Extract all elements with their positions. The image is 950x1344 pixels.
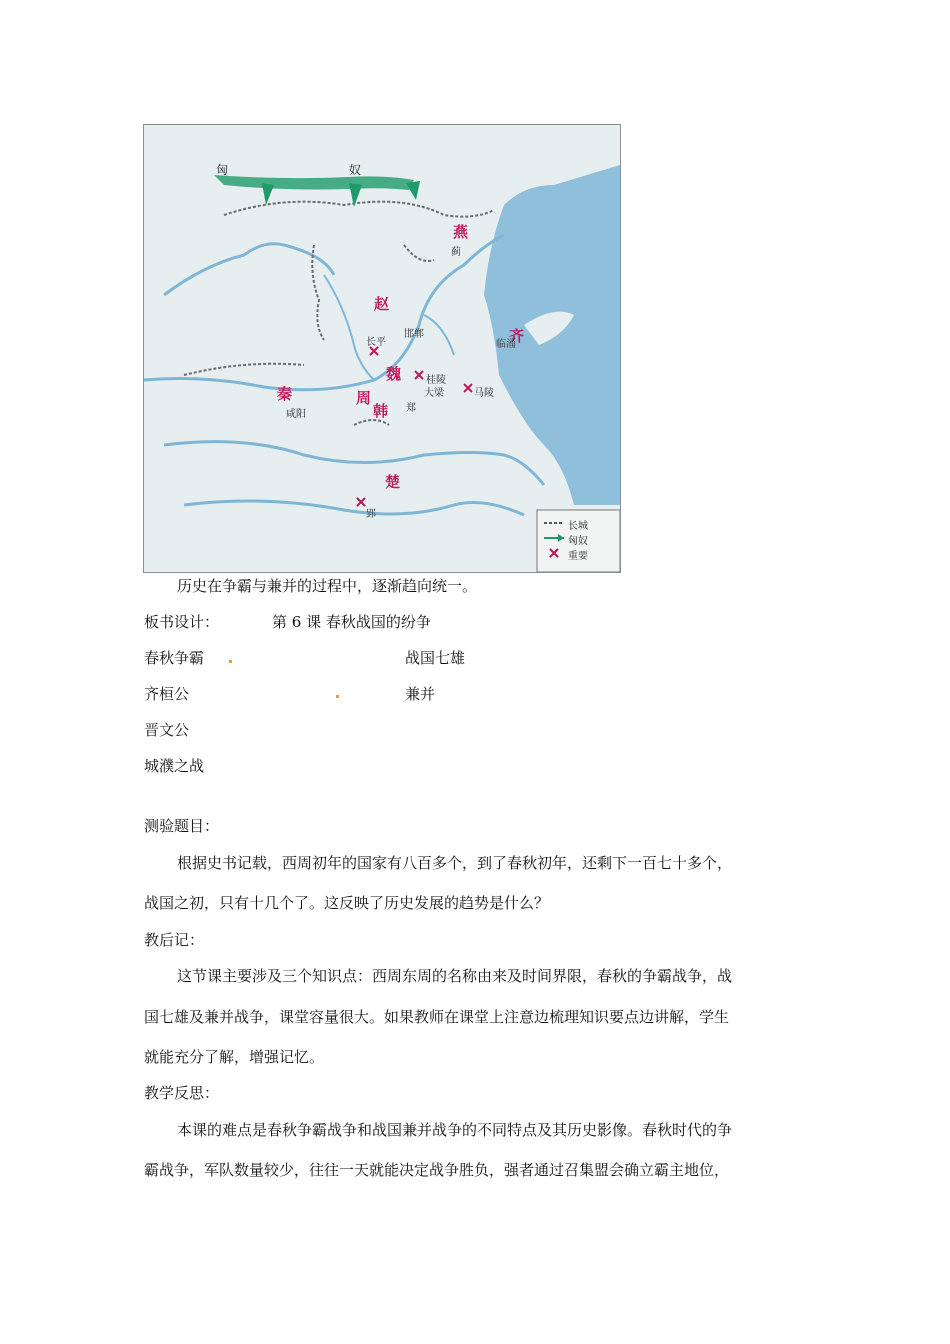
test-paragraph-line: 战国之初，只有十几个了。这反映了历史发展的趋势是什么？ — [144, 894, 550, 912]
map-graphic — [144, 125, 620, 572]
reflection-heading: 教学反思： — [144, 1084, 220, 1102]
state-label-chu: 楚 — [385, 473, 401, 491]
notes-paragraph-line: 国七雄及兼并战争，课堂容量很大。如果教师在课堂上注意边梳理知识要点边讲解，学生 — [144, 1008, 730, 1026]
mark-dot — [229, 660, 232, 663]
board-left-item: 晋文公 — [144, 721, 190, 739]
reflection-paragraph-line: 本课的难点是春秋争霸战争和战国兼并战争的不同特点及其历史影像。春秋时代的争 — [177, 1121, 733, 1139]
state-label-han: 韩 — [373, 402, 389, 420]
state-label-qi: 齐 — [509, 327, 525, 345]
state-label-wei: 魏 — [386, 365, 402, 383]
city-label-daliang: 大梁 — [424, 388, 444, 399]
city-label-handan: 邯郸 — [404, 329, 424, 340]
city-label-xianyang: 咸阳 — [286, 409, 306, 420]
notes-heading: 教后记： — [144, 931, 205, 949]
state-label-qin: 秦 — [277, 385, 293, 403]
city-label-linzi: 临淄 — [496, 339, 516, 350]
board-title: 第 6 课 春秋战国的纷争 — [272, 613, 431, 631]
state-label-zhao: 赵 — [374, 295, 390, 313]
board-heading: 板书设计： — [144, 613, 220, 631]
city-label-changping: 长平 — [366, 337, 386, 348]
city-label-guiling: 桂陵 — [426, 375, 446, 386]
state-label-yan: 燕 — [453, 223, 469, 241]
map-caption: 历史在争霸与兼并的过程中，逐渐趋向统一。 — [177, 577, 478, 595]
map-label-xiongnu-right: 奴 — [349, 163, 362, 177]
map-label-xiongnu-left: 匈 — [216, 163, 229, 177]
city-label-ji: 蓟 — [451, 247, 461, 258]
state-label-zhou: 周 — [356, 389, 372, 407]
city-label-zheng: 郑 — [406, 403, 416, 414]
board-left-item: 齐桓公 — [144, 685, 190, 703]
notes-paragraph-line: 就能充分了解，增强记忆。 — [144, 1048, 325, 1066]
legend-label-battle: 重要 — [568, 551, 588, 562]
board-left-item: 城濮之战 — [144, 757, 205, 775]
city-label-ying: 郢 — [366, 509, 376, 520]
board-right-item: 战国七雄 — [405, 649, 466, 667]
board-left-item: 春秋争霸 — [144, 649, 205, 667]
notes-paragraph-line: 这节课主要涉及三个知识点：西周东周的名称由来及时间界限，春秋的争霸战争，战 — [177, 967, 733, 985]
test-heading: 测验题目： — [144, 817, 220, 835]
mark-dot — [336, 695, 339, 698]
legend-label-wall: 长城 — [568, 521, 588, 532]
legend-label-arrow: 匈奴 — [568, 536, 588, 547]
test-paragraph-line: 根据史书记载，西周初年的国家有八百多个，到了春秋初年，还剩下一百七十多个， — [177, 854, 733, 872]
board-right-item: 兼并 — [405, 685, 436, 703]
warring-states-map — [143, 124, 621, 573]
city-label-maling: 马陵 — [474, 388, 494, 399]
reflection-paragraph-line: 霸战争，军队数量较少，往往一天就能决定战争胜负，强者通过召集盟会确立霸主地位， — [144, 1161, 730, 1179]
